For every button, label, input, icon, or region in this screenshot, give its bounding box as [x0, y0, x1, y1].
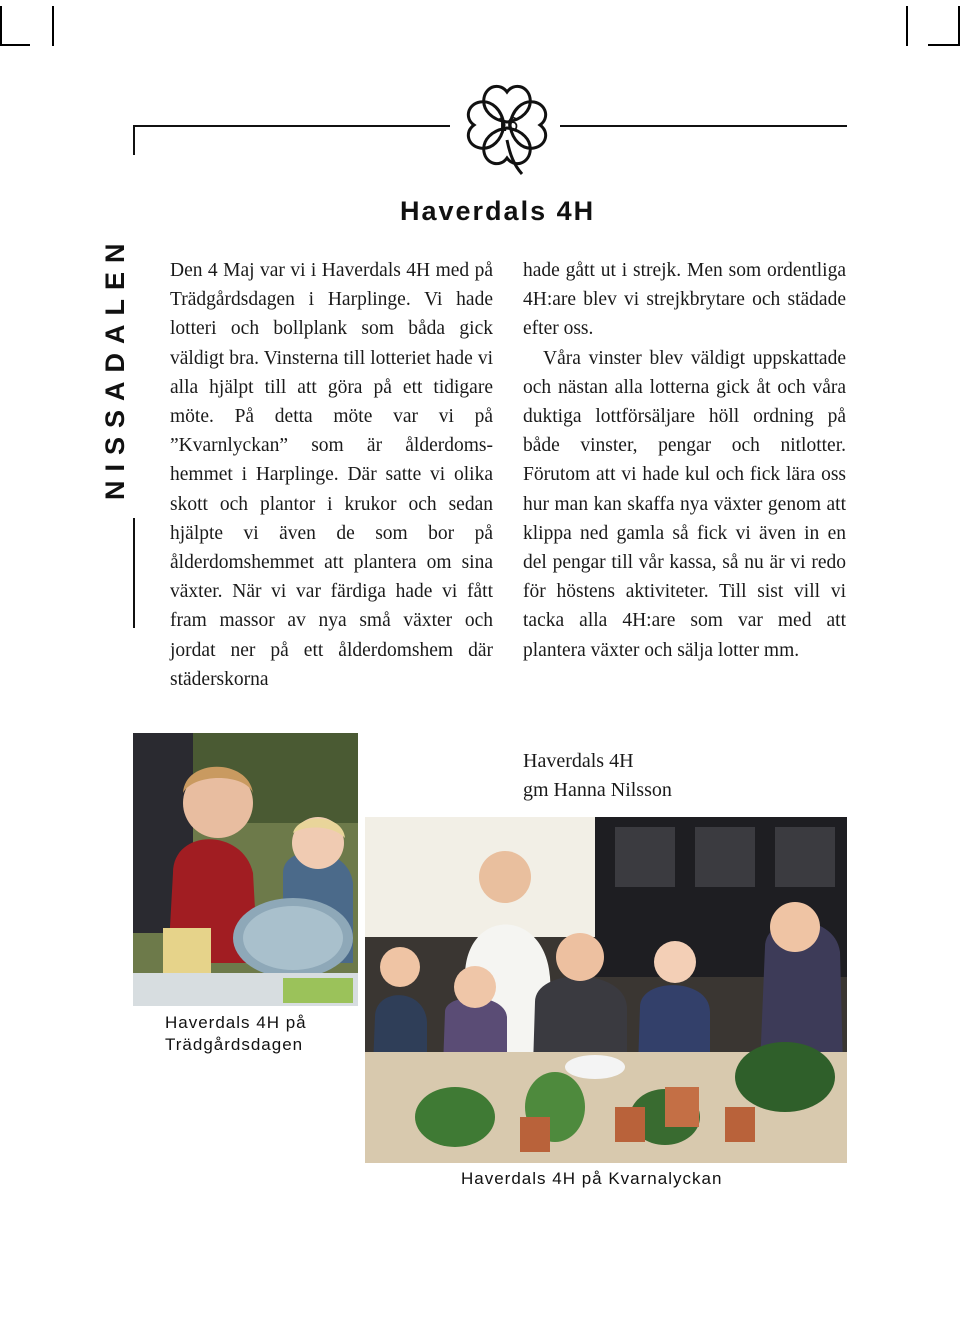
paragraph: Den 4 Maj var vi i Haverdals 4H med på Trädgårdsdagen i Harplinge. Vi hade lotteri och bollplank som båda gick väldigt bra. Vinsterna till lotteriet hade vi alla hjälpt till att göra på ett tidigare möte. På detta möte var vi på ”Kvarnlyckan” som är ålderdomshemmet i Harplinge. Där satte vi olika skott och plantor i krukor och sedan hjälpte vi även de som bor på ålderdomshemmet att plantera om sina växter. När vi var färdiga hade vi fått fram massor av nya små växter och jordat ner på ett ålderdomshem där städerskorna	[170, 260, 493, 690]
signature-line-1: Haverdals 4H	[523, 750, 634, 772]
page-number: 16	[496, 114, 519, 136]
side-rule	[133, 125, 135, 155]
photo-kvarnalyckan	[365, 817, 847, 1163]
signature-line-2: gm Hanna Nilsson	[523, 779, 672, 801]
section-label: NISSADALEN	[100, 234, 130, 500]
photo-tradgardsdagen	[133, 733, 358, 1006]
caption-photo-2: Haverdals 4H på Kvarnalyckan	[461, 1169, 723, 1188]
crop-mark-top-right-v1	[906, 6, 908, 46]
article-column-1	[170, 256, 493, 694]
article-title: Haverdals 4H	[400, 196, 596, 226]
header-rule-right	[560, 125, 847, 127]
caption-photo-1: Haverdals 4H på Trädgårdsdagen	[165, 1013, 307, 1054]
crop-mark-top-left-h	[0, 44, 30, 46]
paragraph: hade gått ut i strejk. Men som ordentliga 4H:are blev vi strejkbrytare och städade efter oss.	[523, 260, 846, 340]
article-column-2	[523, 256, 846, 665]
section-side-rule	[133, 518, 135, 628]
crop-mark-top-left-v1	[0, 6, 2, 46]
crop-mark-top-left-v2	[52, 6, 54, 46]
paragraph: Våra vinster blev väldigt uppskattade och nästan alla lotterna gick åt och våra duktiga lottförsäljare höll ordning på både vinster, pengar och nitlotter. Förutom att vi hade kul och fick lära oss hur man kan skaffa nya växter genom att klippa ned gamla så fick vi även in en del pengar till vår kassa, så nu är vi redo för höstens aktiviteter. Till sist vill vi tacka alla 4H:are som var med att plantera växter och sälja lotter mm.	[523, 347, 846, 661]
header-rule-left	[133, 125, 450, 127]
crop-mark-top-right-h	[928, 44, 960, 46]
